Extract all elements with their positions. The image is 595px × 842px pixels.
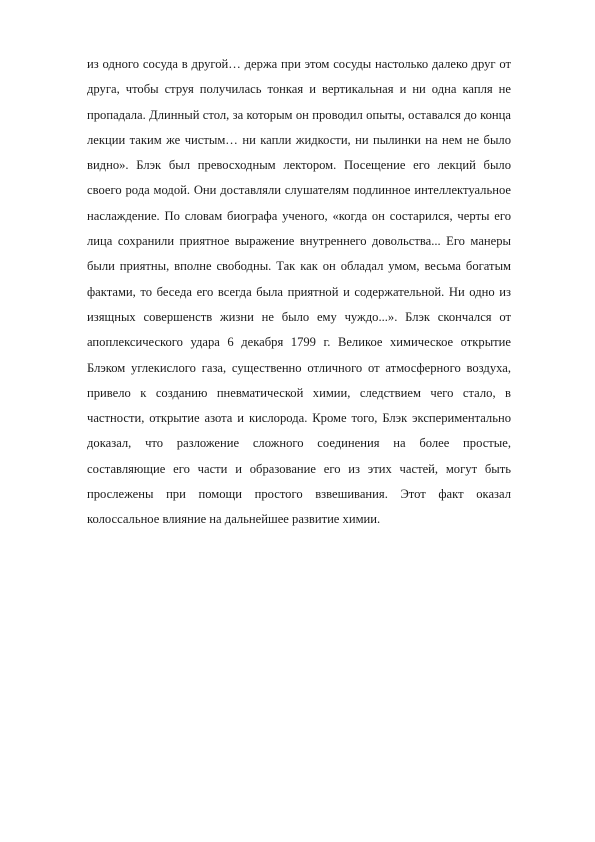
text-line: друга, чтобы струя получилась тонкая и вертикальная и ни одна капля не — [87, 82, 511, 97]
text-line: своего рода модой. Они доставляли слушателям подлинное интеллектуальное — [87, 183, 511, 198]
text-line: частности, открытие азота и кислорода. Кроме того, Блэк экспериментально — [87, 411, 511, 426]
text-line: прослежены при помощи простого взвешивания. Этот факт оказал — [87, 487, 511, 502]
text-line: лекции таким же чистым… ни капли жидкости, ни пылинки на нем не было — [87, 132, 511, 147]
text-line: апоплексического удара 6 декабря 1799 г. Великое химическое открытие — [87, 335, 511, 350]
text-line: видно». Блэк был превосходным лектором. Посещение его лекций было — [87, 158, 511, 173]
text-line: составляющие его части и образование его из этих частей, могут быть — [87, 461, 511, 476]
text-line: были приятны, вполне свободны. Так как он обладал умом, весьма богатым — [87, 259, 511, 274]
text-line: лица сохранили приятное выражение внутреннего довольства... Его манеры — [87, 234, 511, 249]
text-line: наслаждение. По словам биографа ученого, «когда он состарился, черты его — [87, 208, 511, 223]
text-line-last: колоссальное влияние на дальнейшее развитие химии. — [87, 512, 381, 527]
body-paragraph — [87, 52, 511, 533]
text-line: фактами, то беседа его всегда была приятной и содержательной. Ни одно из — [87, 284, 511, 299]
text-line: изящных совершенств жизни не было ему чуждо...». Блэк скончался от — [87, 309, 511, 324]
text-line: Блэком углекислого газа, существенно отличного от атмосферного воздуха, — [87, 360, 511, 375]
text-line: привело к созданию пневматической химии, следствием чего стало, в — [87, 385, 511, 400]
text-line: пропадала. Длинный стол, за которым он проводил опыты, оставался до конца — [87, 107, 511, 122]
text-line: из одного сосуда в другой… держа при этом сосуды настолько далеко друг от — [87, 57, 511, 71]
text-line: доказал, что разложение сложного соединения на более простые, — [87, 436, 511, 451]
